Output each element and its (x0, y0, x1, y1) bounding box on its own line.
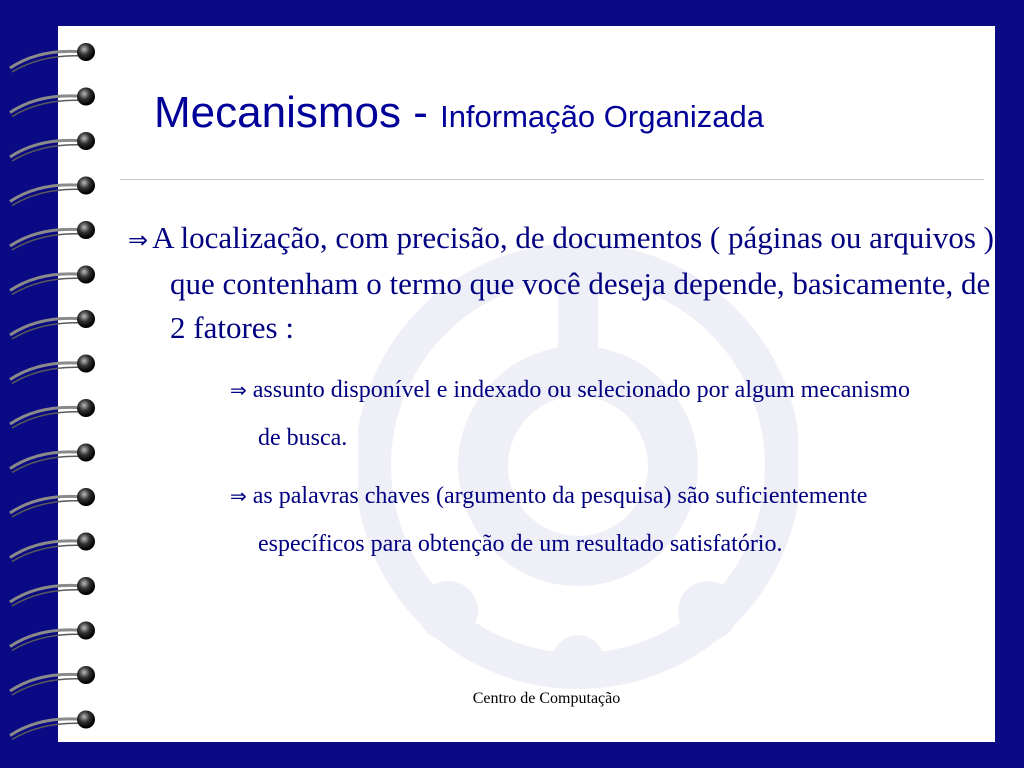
binding-wire (10, 140, 84, 157)
double-arrow-icon: ⇒ (128, 226, 149, 254)
binding-wire (10, 51, 84, 68)
slide-title-sub: Informação Organizada (440, 99, 765, 134)
binding-wire (10, 496, 84, 513)
sub-bullet-text: as palavras chaves (argumento da pesquisa) são suficientemente específicos para obtenção de um resultado satisfatório. (252, 483, 868, 557)
binding-wire (12, 367, 84, 383)
binding-hole (77, 666, 95, 684)
binding-hole (77, 355, 95, 373)
binding-hole (77, 488, 95, 506)
binding-hole (77, 711, 95, 729)
binding-wire (10, 630, 84, 647)
binding-wire (12, 590, 84, 606)
binding-hole (77, 177, 95, 195)
binding-hole (77, 266, 95, 284)
main-bullet-text: A localização, com precisão, de documentos ( páginas ou arquivos ) que contenham o termo que você deseja depende, basicamente, de 2 fatores : (152, 220, 994, 345)
binding-wire (10, 585, 84, 602)
binding-wire (12, 278, 84, 294)
binding-wire (12, 234, 84, 250)
spiral-binding-icon (0, 0, 110, 768)
binding-wire (10, 363, 84, 380)
binding-wire (12, 412, 84, 428)
binding-wire (12, 189, 84, 205)
binding-wire (12, 56, 84, 72)
binding-wire (12, 323, 84, 339)
slide-title (154, 88, 764, 138)
binding-hole (77, 577, 95, 595)
binding-hole (77, 399, 95, 417)
binding-wire (12, 145, 84, 161)
binding-hole (77, 132, 95, 150)
binding-hole (77, 533, 95, 551)
sub-bullet-text: assunto disponível e indexado ou selecionado por algum mecanismo de busca. (252, 377, 910, 451)
binding-wire (10, 185, 84, 202)
sub-bullet (230, 366, 918, 462)
binding-wire (10, 719, 84, 736)
binding-wire (10, 541, 84, 558)
binding-hole (77, 444, 95, 462)
binding-wire (10, 674, 84, 691)
binding-hole (77, 221, 95, 239)
binding-hole (77, 88, 95, 106)
double-arrow-icon: ⇒ (230, 378, 247, 402)
binding-hole (77, 622, 95, 640)
binding-wire (12, 501, 84, 517)
binding-wire (10, 452, 84, 469)
binding-wire (10, 229, 84, 246)
binding-wire (10, 274, 84, 291)
binding-wire (12, 456, 84, 472)
binding-wire (12, 545, 84, 561)
binding-wire (12, 634, 84, 650)
slide-footer: Centro de Computação (472, 690, 621, 707)
sub-bullet (230, 472, 918, 568)
title-divider (120, 179, 984, 180)
binding-hole (77, 43, 95, 61)
double-arrow-icon: ⇒ (230, 484, 247, 508)
slide-title-main: Mecanismos - (154, 88, 441, 137)
binding-wire (12, 723, 84, 739)
binding-hole (77, 310, 95, 328)
main-bullet (128, 216, 1010, 350)
binding-wire (10, 318, 84, 335)
binding-wire (10, 407, 84, 424)
binding-wire (12, 679, 84, 695)
slide-page (58, 26, 995, 742)
binding-wire (10, 96, 84, 113)
binding-wire (12, 100, 84, 116)
